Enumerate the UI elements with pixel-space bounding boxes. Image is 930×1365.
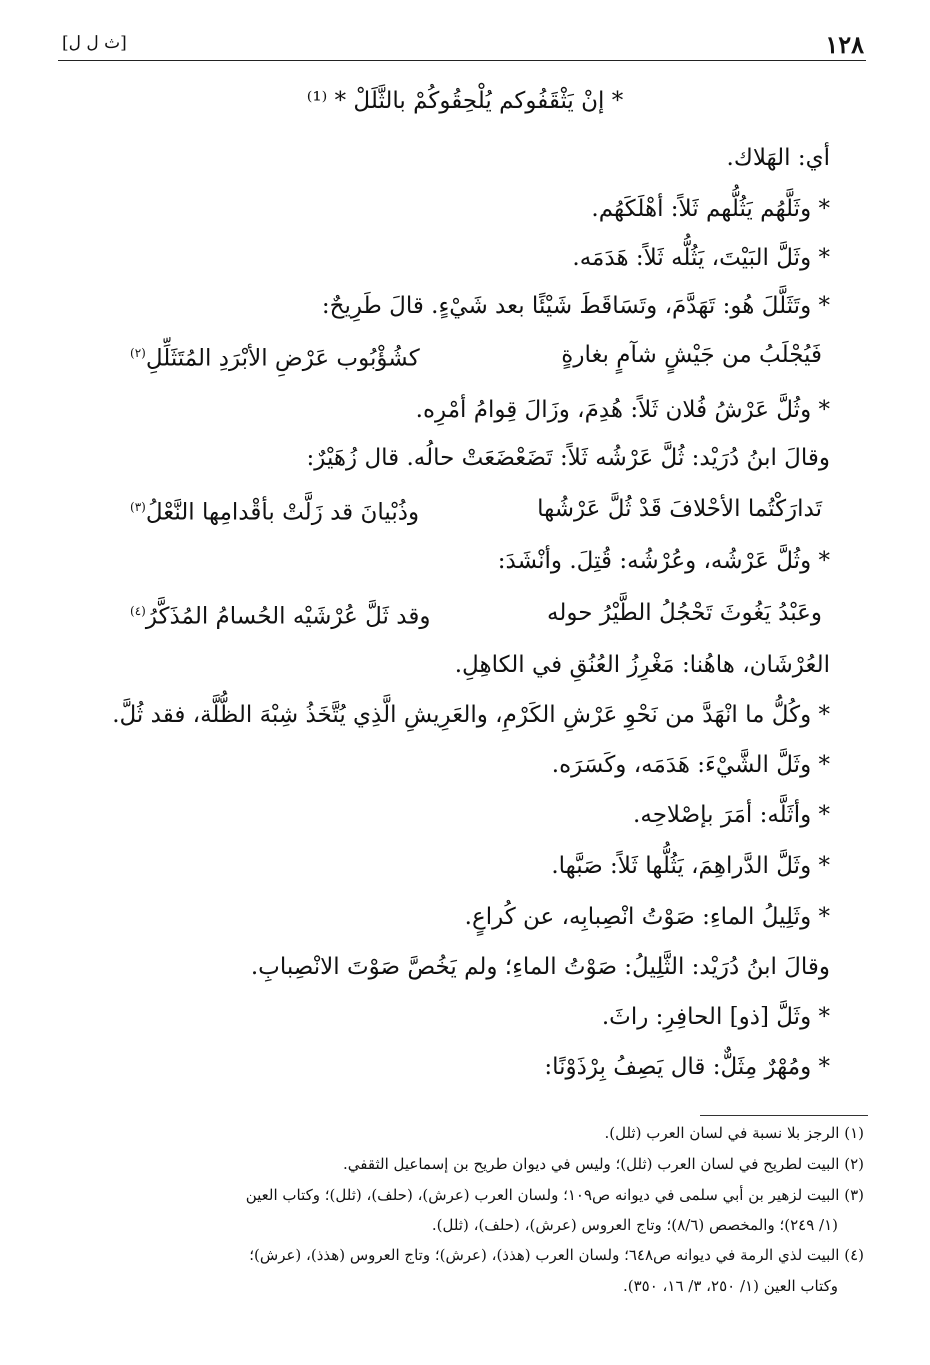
- verse-hemistich-first: وعَبْدُ يَغُوثَ تَحْجُلُ الطَّيْرُ حوله: [547, 600, 822, 626]
- verse-hemistich-second-text: وقد ثَلَّ عُرْشَيْه الحُسامُ المُذَكَّرُ: [145, 603, 431, 630]
- text-line: * وثَلَّ الشَّيْءَ: هَدَمَه، وكَسَرَه.: [551, 752, 830, 778]
- text-line: * وثَلَّ [ذو] الحافِرِ: راثَ.: [601, 1004, 830, 1030]
- opening-rajaz-line: * إنْ يَثْقَفُوكم يُلْحِقُوكُمْ بالثَّلَلْ * ⁽¹⁾: [306, 88, 624, 114]
- verse-hemistich-first: فَيُجْلَبُ من جَيْشٍ شآمٍ بغارةٍ: [561, 342, 822, 368]
- text-line: * وتَثَلَّلَ هُو: تَهَدَّمَ، وتَسَاقَطَ شَيْئًا بعد شَيْءٍ. قالَ طَرِيحٌ:: [321, 293, 830, 319]
- footnote: (٣) البيت لزهير بن أبي سلمى في ديوانه ص١٠٩؛ ولسان العرب (عرش)، (حلف)، (ثلل)؛ وكتاب العين: [245, 1186, 864, 1204]
- verse-hemistich-second: [130, 492, 419, 528]
- footnote-ref: (٣): [130, 500, 146, 514]
- text-line: وقالَ ابنُ دُرَيْد: ثُلَّ عَرْشُه ثَلاً: تَضَعْضَعَتْ حالُه. قال زُهَيْرٌ:: [306, 445, 830, 471]
- verse-hemistich-second: [130, 596, 430, 632]
- footnote-continuation: (١/ ٢٤٩)؛ والمخصص (٨/٦)؛ وتاج العروس (عرش)، (حلف)، (ثلل).: [431, 1216, 838, 1234]
- page-number: ١٢٨: [825, 30, 864, 59]
- text-line: * ومُهْرٌ مِثَلٌّ: قال يَصِفُ بِرْذَوْنًا:: [544, 1054, 830, 1080]
- footnote: (١) الرجز بلا نسبة في لسان العرب (ثلل).: [604, 1124, 864, 1142]
- verse-hemistich-second-text: كشُؤْبُوب عَرْضِ الأبْرَدِ المُتَثَلِّلِ: [145, 345, 420, 372]
- footnote: (٢) البيت لطريح في لسان العرب (ثلل)؛ وليس في ديوان طريح بن إسماعيل الثقفي.: [343, 1155, 864, 1173]
- verse-hemistich-second: [130, 338, 420, 374]
- footnote-continuation: وكتاب العين (١/ ٢٥٠، ٣/ ١٦، ٣٥٠).: [622, 1277, 838, 1295]
- footnote-ref: (٤): [130, 604, 146, 618]
- header-rule: [58, 60, 866, 61]
- text-line: * وثُلَّ عَرْشُه، وعُرْشُه: قُتِلَ. وأنْشَدَ:: [497, 548, 830, 574]
- text-line: * وثَلَّ الدَّراهِمَ، يَثُلُّها ثَلاً: صَبَّها.: [551, 853, 830, 879]
- verse-hemistich-first: تَدارَكْتُما الأحْلافَ قَدْ ثُلَّ عَرْشُها: [537, 496, 822, 522]
- text-line: * وثَلِيلُ الماءِ: صَوْتُ انْصِبابِه، عن كُراعٍ.: [464, 904, 830, 930]
- footnote-rule: [700, 1115, 868, 1116]
- text-line: وقالَ ابنُ دُرَيْد: الثَّلِيلُ: صَوْتُ الماءِ؛ ولم يَخُصَّ صَوْتَ الانْصِبابِ.: [250, 954, 830, 980]
- footnote-ref: (٢): [130, 346, 146, 360]
- text-line: العُرْشَان، هاهُنا: مَغْرِزُ العُنُقِ في الكاهِلِ.: [454, 652, 830, 678]
- text-line: * وثَلَّ البَيْتَ، يَثُلُّه ثَلاً: هَدَمَه.: [572, 245, 830, 271]
- text-line: أي: الهَلاك.: [726, 145, 830, 171]
- text-line: * وثُلَّ عَرْشُ فُلان ثَلاً: هُدِمَ، وزَالَ قِوامُ أمْرِه.: [415, 397, 830, 423]
- running-head: [ث ل ل]: [62, 33, 127, 53]
- text-line: * وأثَلَّه: أمَرَ بإصْلاحِه.: [633, 802, 830, 828]
- footnote: (٤) البيت لذي الرمة في ديوانه ص٦٤٨؛ ولسان العرب (هذذ)، (عرش)؛ وتاج العروس (هذذ)، (عرش)؛: [249, 1246, 864, 1264]
- text-line: * وكُلُّ ما انْهَدَّ من نَحْوِ عَرْشِ الكَرْمِ، والعَرِيشِ الَّذِي يُتَّخَذُ شِبْهَ الظُّلَّة، فقد ثُلَّ.: [112, 702, 830, 728]
- verse-hemistich-second-text: وذُبْيانَ قد زَلَّتْ بأقْدامِها النَّعْلُ: [145, 499, 420, 526]
- text-line: * وثَلَّهُم يَثُلُّهم ثَلاً: أهْلَكَهُم.: [591, 196, 830, 222]
